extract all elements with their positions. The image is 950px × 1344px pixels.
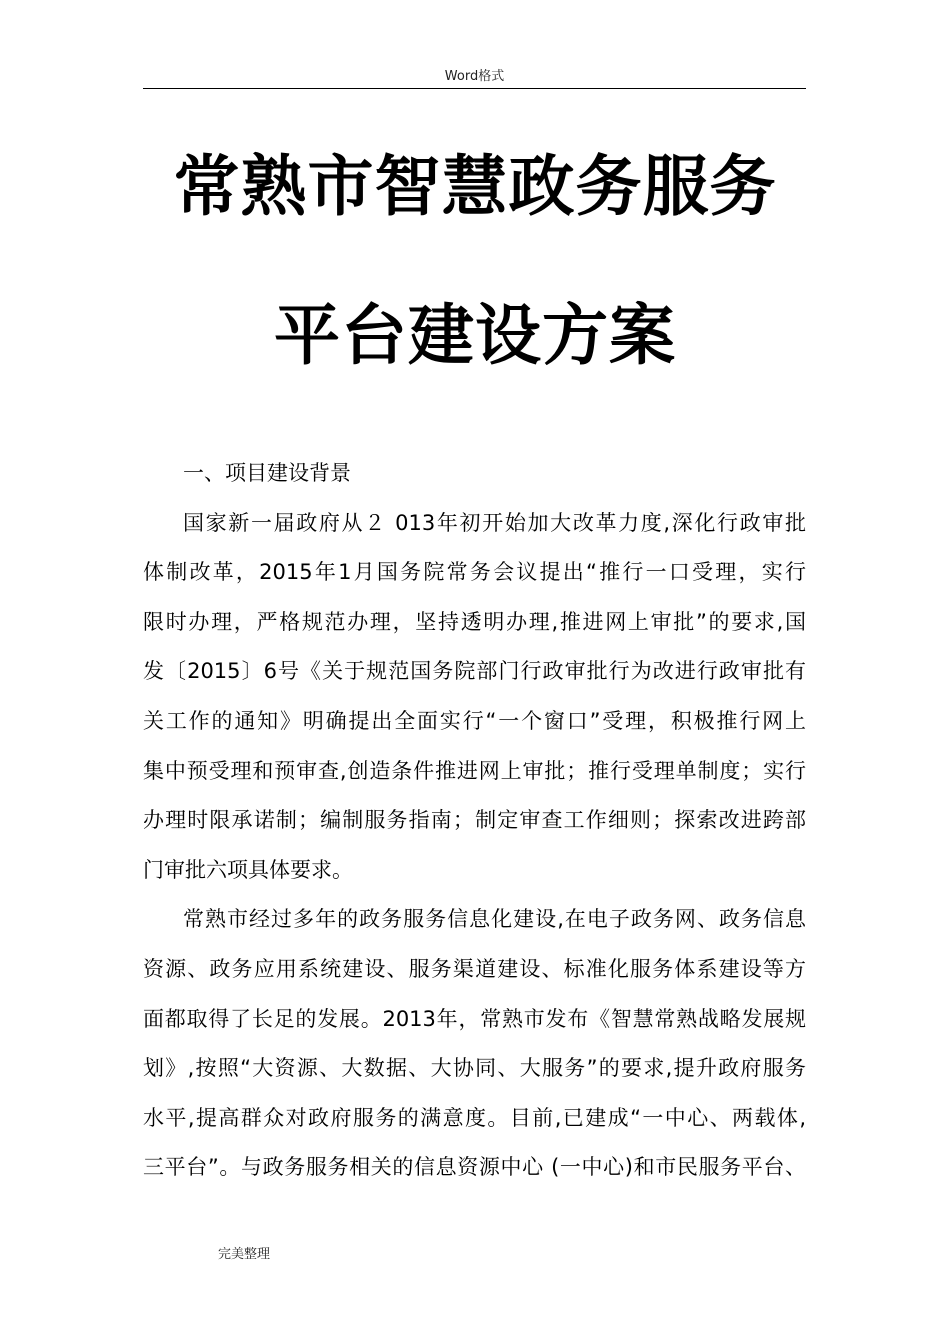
page-header: Word格式 — [444, 69, 505, 84]
paragraph-line: 限时办理，严格规范办理，坚持透明办理,推进网上审批”的要求,国 — [143, 609, 806, 634]
section-heading: 一、项目建设背景 — [183, 461, 351, 485]
page-footer: 完美整理 — [218, 1247, 271, 1262]
paragraph-line: 划》,按照“大资源、大数据、大协同、大服务”的要求,提升政府服务 — [143, 1056, 806, 1081]
paragraph-line: 门审批六项具体要求。 — [143, 857, 353, 882]
paragraph-line: 关工作的通知》明确提出全面实行“一个窗口”受理，积极推行网上 — [143, 708, 806, 733]
paragraph-line: 体制改革，2015年1月国务院常务会议提出“推行一口受理，实行 — [143, 560, 806, 585]
document-title-line-2: 平台建设方案 — [274, 297, 676, 374]
paragraph-line: 常熟市经过多年的政务服务信息化建设,在电子政务网、政务信息 — [183, 907, 806, 932]
paragraph-line: 三平台”。与政务服务相关的信息资源中心 (一中心)和市民服务平台、 — [143, 1155, 806, 1180]
document-body — [143, 449, 806, 1193]
paragraph-1 — [143, 499, 806, 896]
header-rule — [143, 88, 806, 89]
paragraph-2 — [143, 895, 806, 1193]
paragraph-line: 国家新一届政府从２ 013年初开始加大改革力度,深化行政审批 — [183, 510, 806, 535]
paragraph-line: 水平,提高群众对政府服务的满意度。目前,已建成“一中心、两载体, — [143, 1105, 806, 1130]
paragraph-line: 资源、政务应用系统建设、服务渠道建设、标准化服务体系建设等方 — [143, 956, 806, 981]
document-title-line-1: 常熟市智慧政务服务 — [173, 148, 777, 225]
paragraph-line: 集中预受理和预审查,创造条件推进网上审批；推行受理单制度；实行 — [143, 758, 806, 783]
paragraph-line: 发〔2015〕6号《关于规范国务院部门行政审批行为改进行政审批有 — [143, 659, 806, 684]
paragraph-line: 办理时限承诺制；编制服务指南；制定审查工作细则；探索改进跨部 — [143, 808, 806, 833]
paragraph-line: 面都取得了长足的发展。2013年，常熟市发布《智慧常熟战略发展规 — [143, 1006, 806, 1031]
